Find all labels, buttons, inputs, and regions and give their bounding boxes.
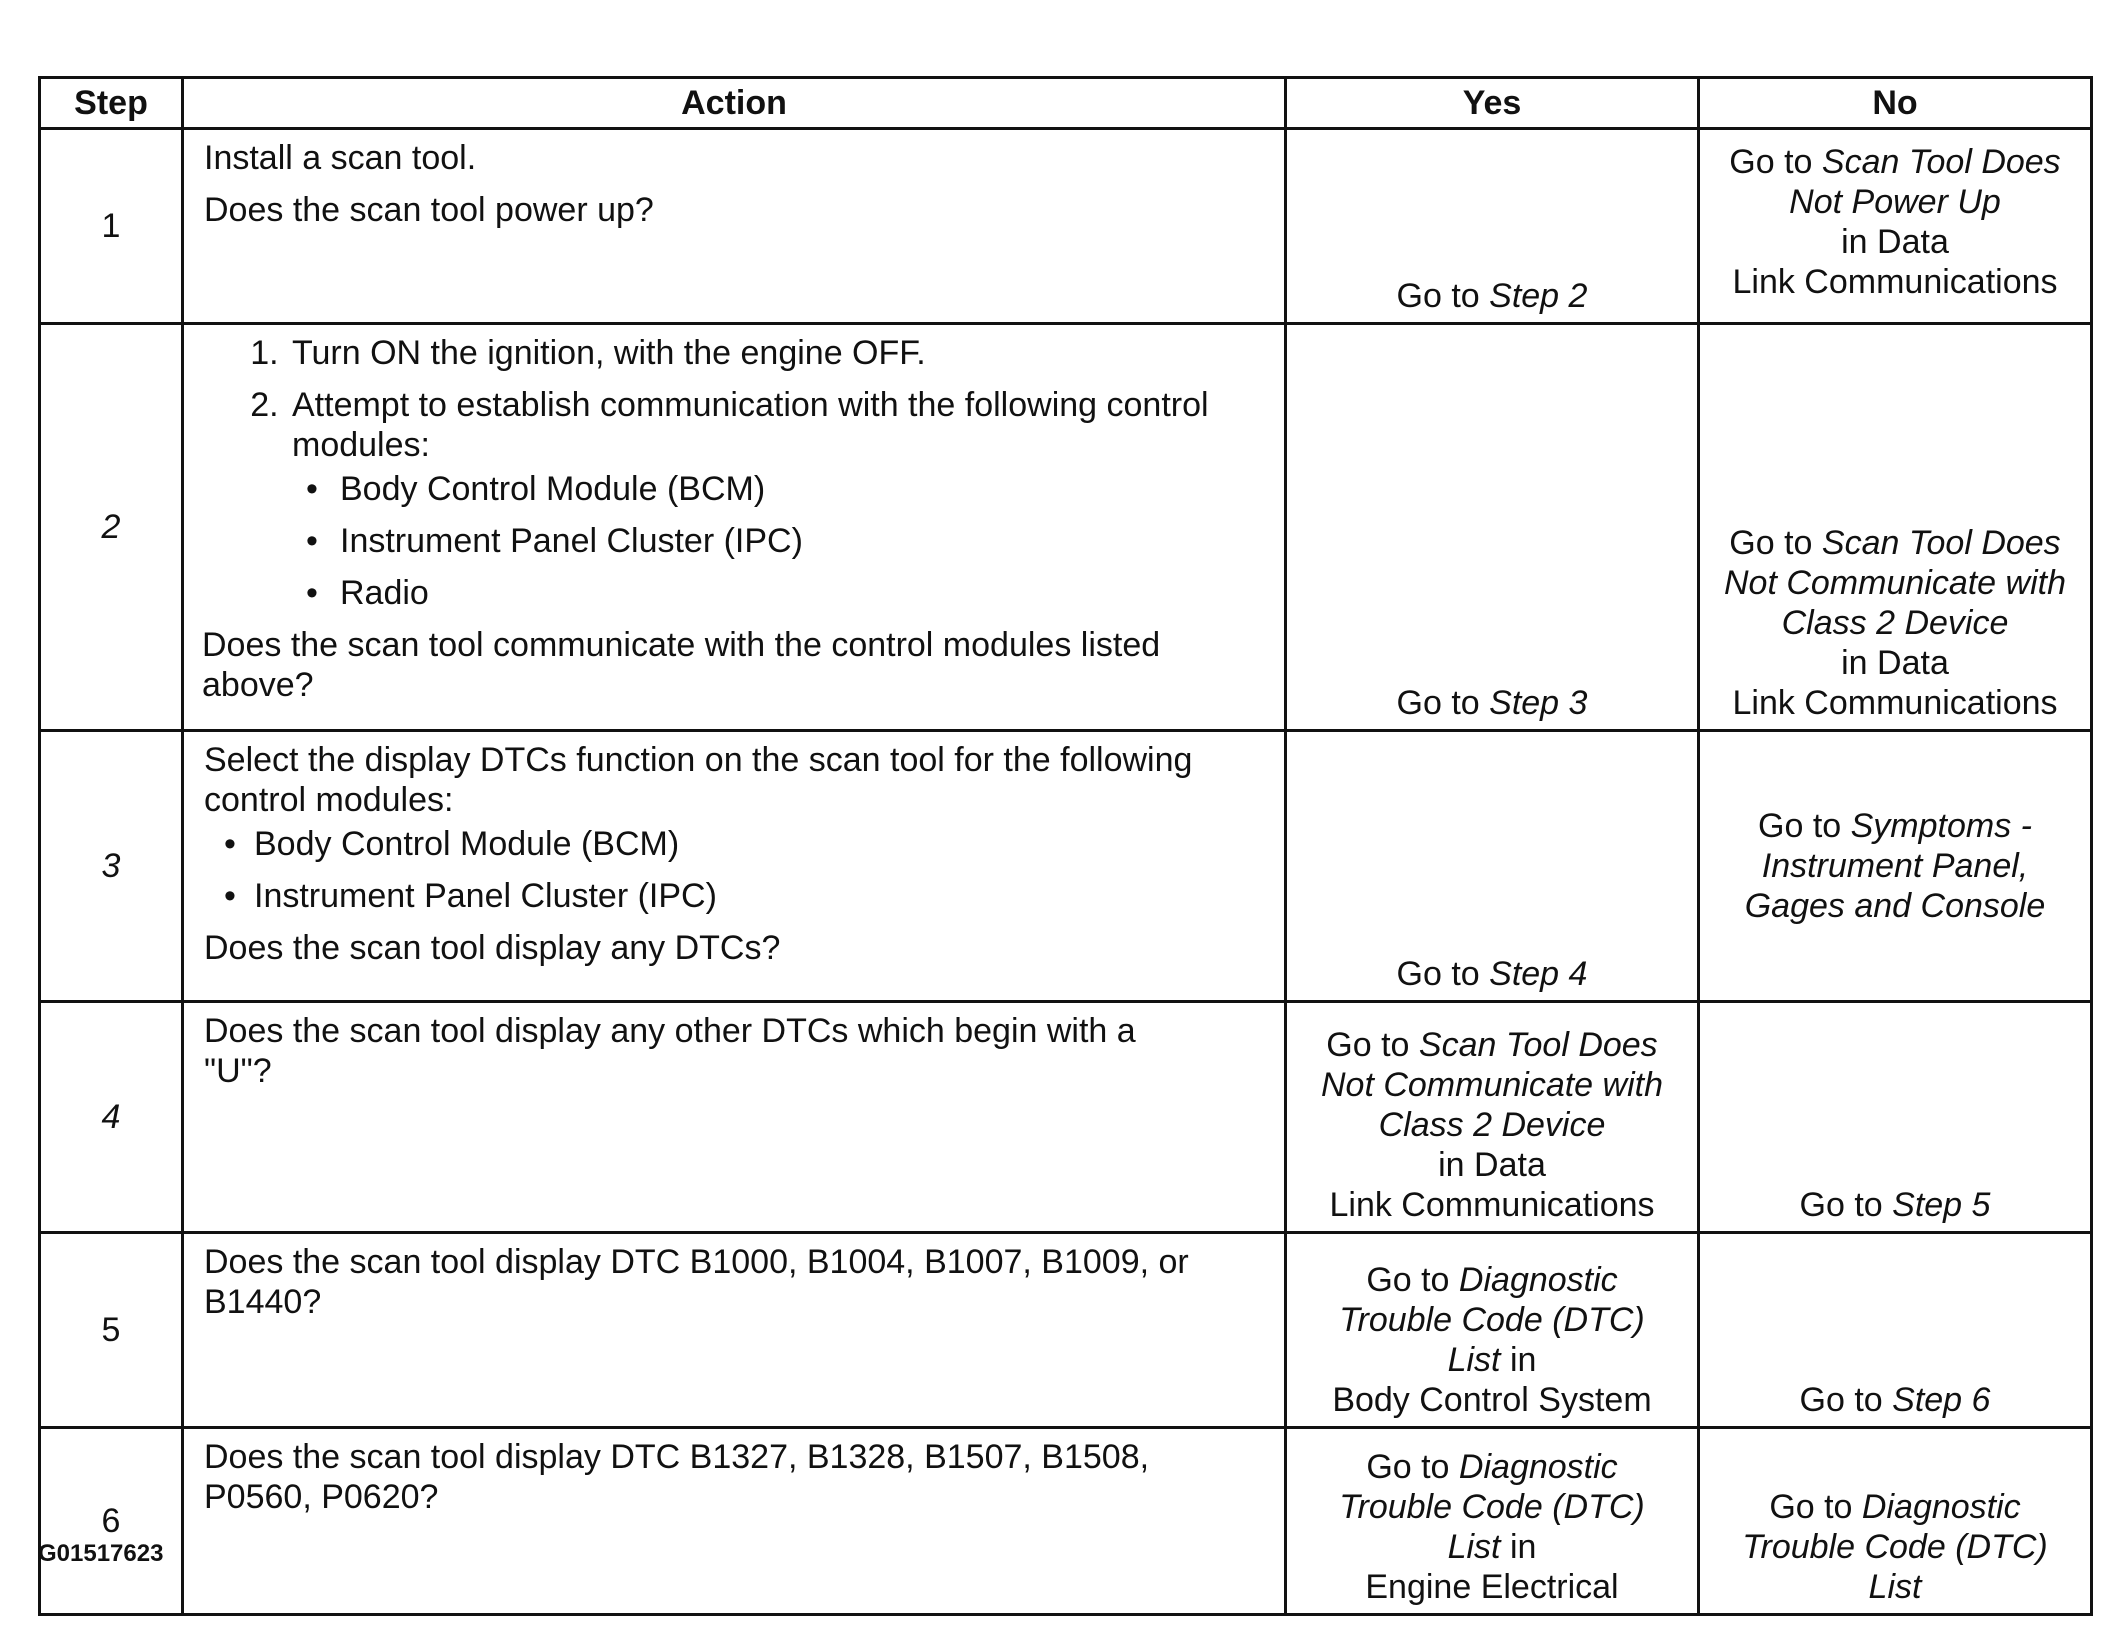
bullet-list	[286, 469, 1270, 613]
yes-cell	[1286, 1233, 1699, 1428]
yes-cell	[1286, 324, 1699, 731]
table-row	[40, 1233, 2092, 1428]
list-item: • Instrument Panel Cluster (IPC)	[306, 522, 803, 560]
action-cell	[183, 1428, 1286, 1615]
yes-prefix: Go to	[1396, 277, 1490, 315]
no-cell	[1699, 1233, 2092, 1428]
no-cell	[1699, 129, 2092, 324]
diagnostic-table	[38, 76, 2093, 1616]
yes-link[interactable]: Class 2 Device	[1378, 1106, 1606, 1144]
step-number: 6	[40, 1428, 183, 1615]
list-item: 1. Turn ON the ignition, with the engine OFF.	[288, 333, 1270, 373]
yes-link[interactable]: Diagnostic	[1458, 1261, 1618, 1299]
yes-suffix: Link Communications	[1329, 1186, 1655, 1224]
yes-prefix: Go to	[1396, 684, 1490, 722]
no-link[interactable]: Not Power Up	[1789, 183, 2001, 221]
no-prefix: Go to	[1769, 1488, 1862, 1526]
yes-cell	[1286, 129, 1699, 324]
no-link[interactable]: Instrument Panel,	[1761, 847, 2029, 885]
yes-suffix: in	[1500, 1341, 1537, 1379]
yes-step-link[interactable]: Step 3	[1489, 684, 1588, 722]
step-number: 5	[40, 1233, 183, 1428]
step-number: 3	[40, 731, 183, 1002]
no-link[interactable]: List	[1868, 1568, 1922, 1606]
no-prefix: Go to	[1758, 807, 1851, 845]
numbered-list	[204, 333, 1270, 613]
header-no: No	[1699, 78, 2092, 129]
action-question: Does the scan tool display DTC B1327, B1328, B1507, B1508, P0560, P0620?	[204, 1438, 1150, 1516]
no-prefix: Go to	[1799, 1381, 1893, 1419]
no-cell	[1699, 1002, 2092, 1233]
no-suffix: in Data	[1841, 644, 1949, 682]
action-question: Does the scan tool communicate with the control modules listed above?	[202, 626, 1161, 704]
action-cell	[183, 1233, 1286, 1428]
yes-step-link[interactable]: Step 2	[1489, 277, 1588, 315]
no-suffix: in Data	[1841, 223, 1949, 261]
yes-link[interactable]: Scan Tool Does	[1418, 1026, 1658, 1064]
action-cell	[183, 129, 1286, 324]
action-question: Does the scan tool power up?	[204, 191, 654, 229]
no-step-link[interactable]: Step 6	[1892, 1381, 1991, 1419]
action-question: Does the scan tool display any DTCs?	[204, 929, 781, 967]
action-cell	[183, 324, 1286, 731]
yes-suffix: in	[1500, 1528, 1537, 1566]
list-item	[288, 385, 1270, 613]
list-item: • Body Control Module (BCM)	[306, 470, 766, 508]
action-text: Install a scan tool.	[204, 139, 477, 177]
no-prefix: Go to	[1729, 143, 1822, 181]
no-link[interactable]: Not Communicate with	[1723, 564, 2066, 602]
no-link[interactable]: Symptoms -	[1850, 807, 2032, 845]
yes-cell	[1286, 731, 1699, 1002]
yes-link[interactable]: List	[1447, 1528, 1501, 1566]
step-number: 4	[40, 1002, 183, 1233]
yes-prefix: Go to	[1396, 955, 1490, 993]
no-cell	[1699, 1428, 2092, 1615]
yes-suffix: Body Control System	[1332, 1381, 1652, 1419]
yes-link[interactable]: Trouble Code (DTC)	[1339, 1488, 1645, 1526]
list-item: • Body Control Module (BCM)	[224, 825, 680, 863]
action-cell	[183, 1002, 1286, 1233]
no-cell	[1699, 324, 2092, 731]
step-number: 1	[40, 129, 183, 324]
yes-link[interactable]: Not Communicate with	[1320, 1066, 1663, 1104]
yes-prefix: Go to	[1366, 1448, 1459, 1486]
action-question: Does the scan tool display DTC B1000, B1004, B1007, B1009, or B1440?	[204, 1243, 1189, 1321]
table-row	[40, 129, 2092, 324]
table-row	[40, 1428, 2092, 1615]
no-link[interactable]: Gages and Console	[1744, 887, 2046, 925]
table-header-row	[40, 78, 2092, 129]
action-question: Does the scan tool display any other DTCs which begin with a "U"?	[204, 1012, 1136, 1090]
step-number: 2	[40, 324, 183, 731]
no-link[interactable]: Scan Tool Does	[1821, 524, 2061, 562]
yes-link[interactable]: Trouble Code (DTC)	[1339, 1301, 1645, 1339]
list-item: • Instrument Panel Cluster (IPC)	[224, 877, 717, 915]
bullet-list	[204, 824, 1270, 916]
no-link[interactable]: Class 2 Device	[1781, 604, 2009, 642]
yes-prefix: Go to	[1326, 1026, 1419, 1064]
yes-suffix: Engine Electrical	[1365, 1568, 1619, 1606]
no-prefix: Go to	[1729, 524, 1822, 562]
table-row	[40, 324, 2092, 731]
action-cell	[183, 731, 1286, 1002]
no-suffix: Link Communications	[1732, 684, 2058, 722]
header-yes: Yes	[1286, 78, 1699, 129]
list-item-text: Attempt to establish communication with the following control modules:	[292, 386, 1209, 464]
table-row	[40, 1002, 2092, 1233]
no-link[interactable]: Scan Tool Does	[1821, 143, 2061, 181]
no-link[interactable]: Trouble Code (DTC)	[1742, 1528, 2048, 1566]
no-suffix: Link Communications	[1732, 263, 2058, 301]
yes-cell	[1286, 1002, 1699, 1233]
yes-link[interactable]: List	[1447, 1341, 1501, 1379]
no-prefix: Go to	[1799, 1186, 1893, 1224]
header-step: Step	[40, 78, 183, 129]
no-cell	[1699, 731, 2092, 1002]
no-link[interactable]: Diagnostic	[1861, 1488, 2021, 1526]
yes-cell	[1286, 1428, 1699, 1615]
figure-id: G01517623	[38, 1540, 164, 1567]
action-text: Select the display DTCs function on the scan tool for the following control modules:	[204, 741, 1193, 819]
list-item: • Radio	[306, 574, 429, 612]
yes-prefix: Go to	[1366, 1261, 1459, 1299]
yes-link[interactable]: Diagnostic	[1458, 1448, 1618, 1486]
yes-step-link[interactable]: Step 4	[1489, 955, 1588, 993]
header-action: Action	[183, 78, 1286, 129]
yes-suffix: in Data	[1438, 1146, 1546, 1184]
table-row	[40, 731, 2092, 1002]
no-step-link[interactable]: Step 5	[1892, 1186, 1991, 1224]
